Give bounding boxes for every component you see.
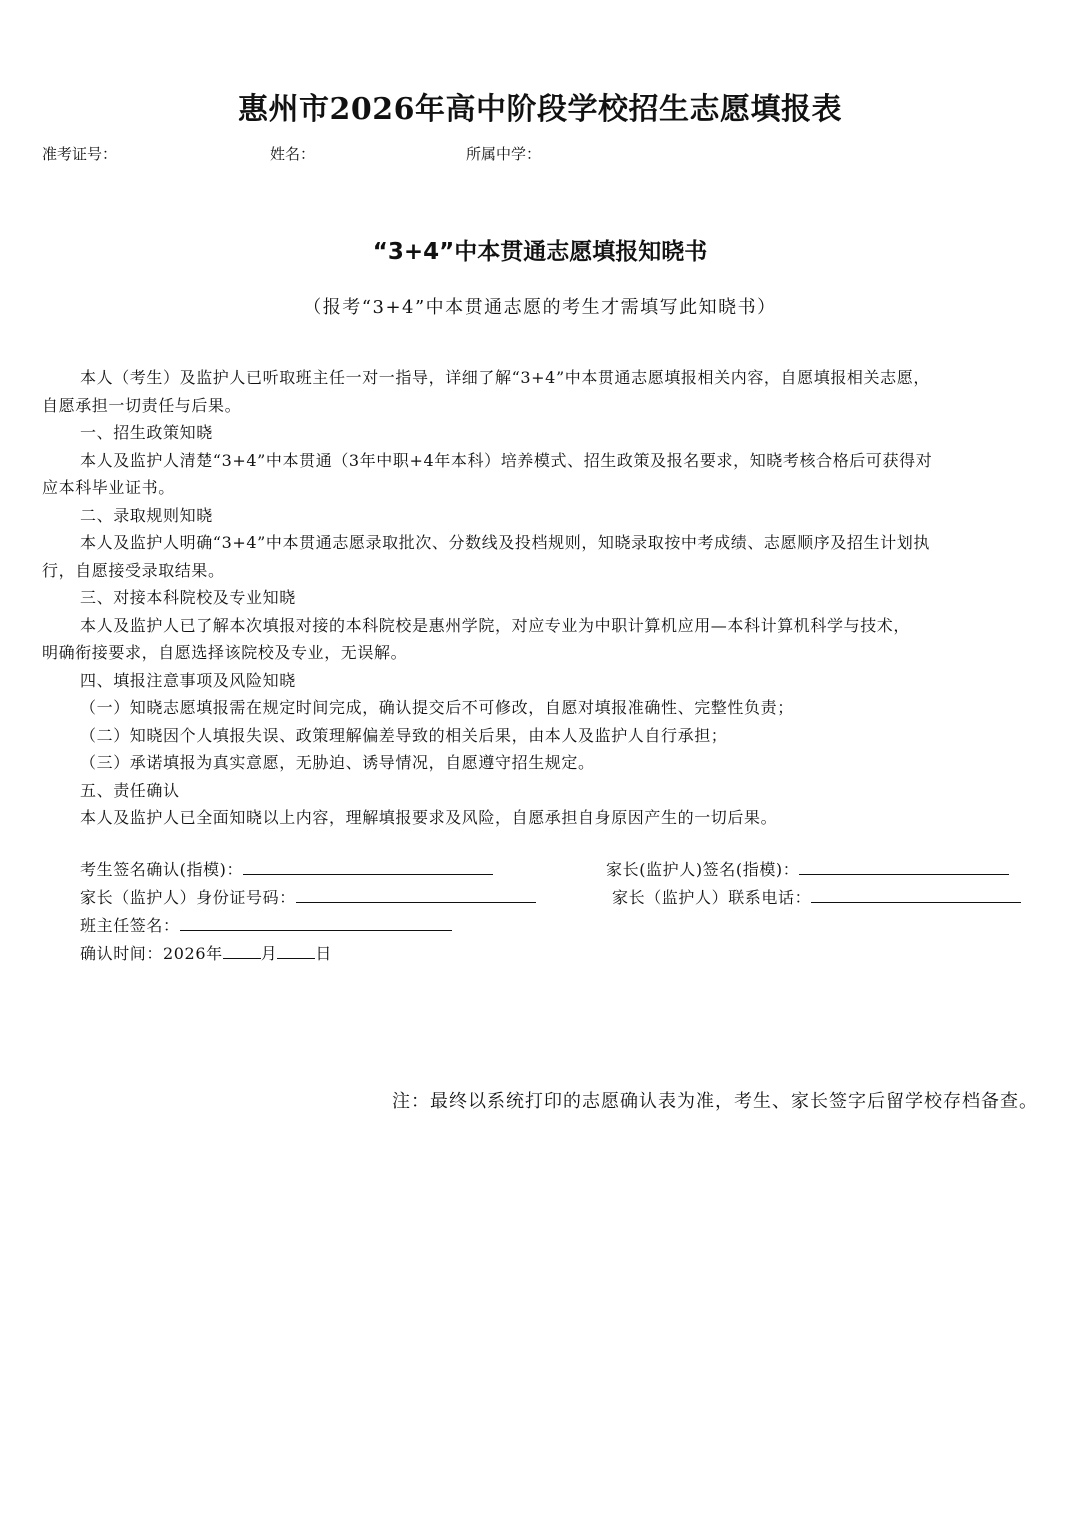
exam-id-label: 准考证号： bbox=[42, 145, 118, 163]
intro-line-2: 自愿承担一切责任与后果。 bbox=[42, 395, 242, 415]
student-sign-label: 考生签名确认(指模)： bbox=[80, 860, 244, 879]
footer-note: 注：最终以系统打印的志愿确认表为准，考生、家长签字后留学校存档备查。 bbox=[392, 1091, 1038, 1112]
notice-title: “3+4”中本贯通志愿填报知晓书 bbox=[372, 239, 708, 265]
intro-line-1: 本人（考生）及监护人已听取班主任一对一指导，详细了解“3+4”中本贯通志愿填报相关内容，自愿填报相关志愿， bbox=[80, 368, 930, 387]
name-label: 姓名： bbox=[270, 145, 316, 163]
day-line[interactable] bbox=[277, 940, 315, 959]
section-4-item-2: （二）知晓因个人填报失误、政策理解偏差导致的相关后果，由本人及监护人自行承担； bbox=[80, 725, 728, 745]
section-3-text-2: 明确衔接要求，自愿选择该院校及专业，无误解。 bbox=[42, 643, 408, 662]
parent-sign-line[interactable] bbox=[799, 856, 1009, 875]
section-2-text-1: 本人及监护人明确“3+4”中本贯通志愿录取批次、分数线及投档规则，知晓录取按中考成绩、志愿顺序及招生计划执 bbox=[80, 533, 930, 552]
parent-phone-line[interactable] bbox=[811, 884, 1021, 903]
school-label: 所属中学： bbox=[466, 145, 542, 163]
parent-phone-label: 家长（监护人）联系电话： bbox=[612, 888, 812, 907]
section-1-text-2: 应本科毕业证书。 bbox=[42, 478, 175, 497]
section-1-heading: 一、招生政策知晓 bbox=[80, 423, 213, 442]
parent-phone-field bbox=[612, 884, 1021, 908]
section-4-item-3: （三）承诺填报为真实意愿，无胁迫、诱导情况，自愿遵守招生规定。 bbox=[80, 753, 595, 772]
confirm-time-field bbox=[80, 940, 332, 964]
confirm-time-label: 确认时间：2026年 bbox=[80, 944, 223, 963]
section-3-heading: 三、对接本科院校及专业知晓 bbox=[80, 588, 296, 607]
section-4-item-1: （一）知晓志愿填报需在规定时间完成，确认提交后不可修改，自愿对填报准确性、完整性负责； bbox=[80, 698, 794, 717]
day-label: 日 bbox=[315, 944, 332, 963]
parent-sign-field bbox=[606, 856, 1009, 880]
section-3-text-1: 本人及监护人已了解本次填报对接的本科院校是惠州学院，对应专业为中职计算机应用—本科计算机科学与技术， bbox=[80, 615, 911, 635]
student-sign-field bbox=[80, 856, 493, 880]
teacher-sign-field bbox=[80, 912, 452, 936]
month-label: 月 bbox=[260, 944, 278, 963]
section-1-text-1: 本人及监护人清楚“3+4”中本贯通（3年中职+4年本科）培养模式、招生政策及报名要求，知晓考核合格后可获得对 bbox=[80, 450, 933, 470]
document-title: 惠州市2026年高中阶段学校招生志愿填报表 bbox=[238, 92, 842, 127]
teacher-sign-label: 班主任签名： bbox=[80, 916, 180, 935]
parent-id-label: 家长（监护人）身份证号码： bbox=[80, 888, 296, 907]
section-5-text: 本人及监护人已全面知晓以上内容，理解填报要求及风险，自愿承担自身原因产生的一切后果。 bbox=[80, 808, 778, 827]
parent-id-line[interactable] bbox=[296, 884, 536, 903]
teacher-sign-line[interactable] bbox=[180, 912, 452, 931]
month-line[interactable] bbox=[223, 940, 261, 959]
section-4-heading: 四、填报注意事项及风险知晓 bbox=[80, 670, 296, 690]
student-sign-line[interactable] bbox=[243, 856, 493, 875]
notice-subtitle: （报考“3+4”中本贯通志愿的考生才需填写此知晓书） bbox=[303, 297, 777, 318]
section-2-text-2: 行，自愿接受录取结果。 bbox=[42, 560, 225, 580]
parent-id-field bbox=[80, 884, 536, 908]
parent-sign-label: 家长(监护人)签名(指模)： bbox=[606, 860, 800, 879]
section-2-heading: 二、录取规则知晓 bbox=[80, 505, 213, 525]
section-5-heading: 五、责任确认 bbox=[80, 780, 180, 800]
notice-body bbox=[42, 364, 1040, 832]
